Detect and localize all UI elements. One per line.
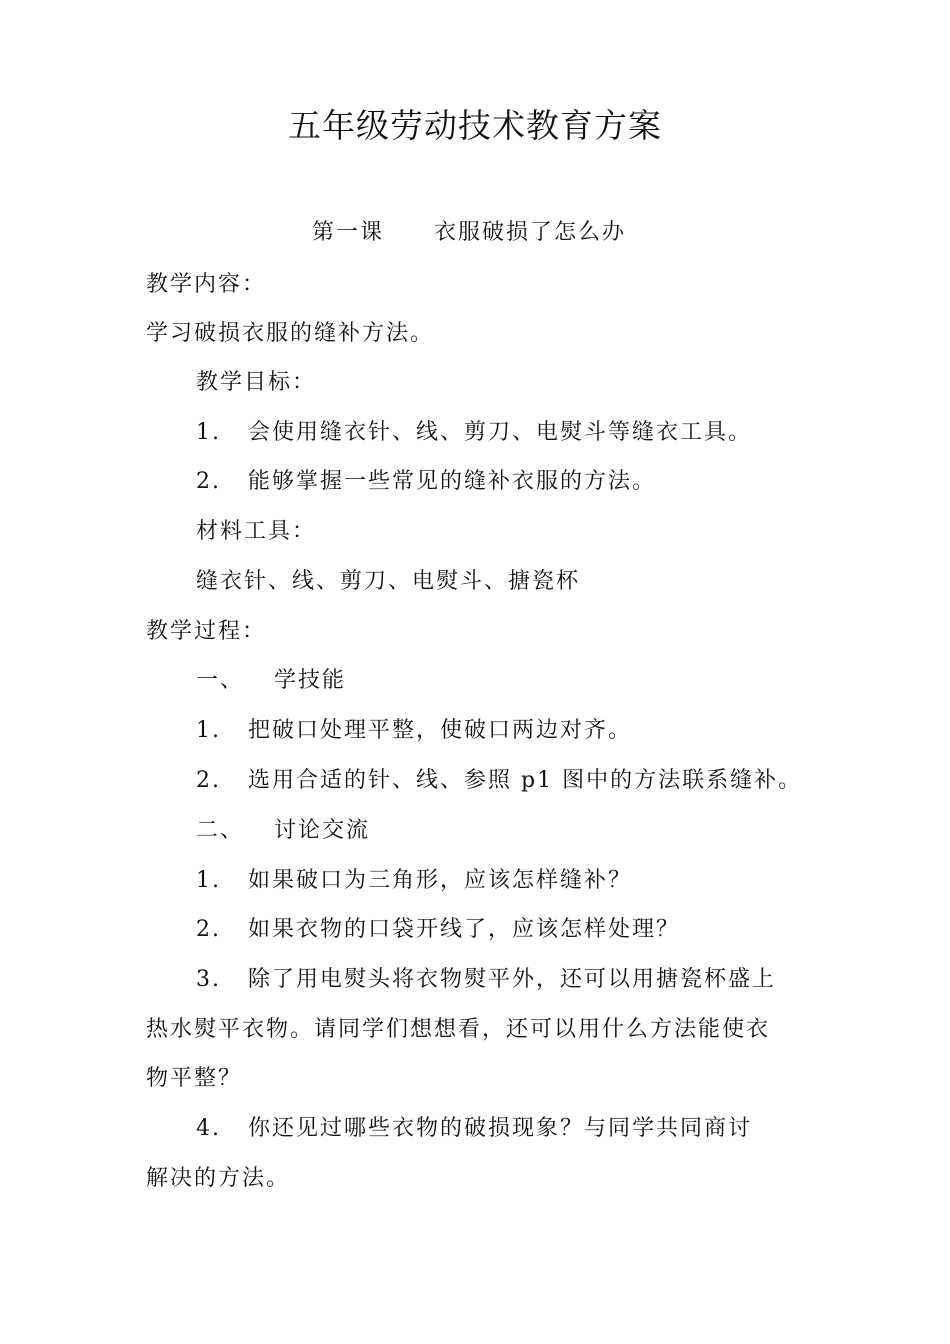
lesson-name: 衣服破损了怎么办 [434, 220, 627, 245]
goal-text: 会使用缝衣针、线、剪刀、电熨斗等缝衣工具。 [248, 420, 753, 445]
materials-heading: 材料工具： [196, 519, 317, 544]
item-number: 2. [196, 768, 221, 793]
goal-number: 2. [196, 469, 221, 494]
item-text: 除了用电熨头将衣物熨平外，还可以用搪瓷杯盛上 [248, 967, 777, 992]
goals-heading: 教学目标： [196, 370, 317, 395]
content-heading: 教学内容： [146, 272, 267, 297]
section-number: 二、 [196, 818, 245, 843]
item-number: 4. [196, 1116, 221, 1141]
discussion-item [196, 866, 632, 896]
discussion-item-continued: 热水熨平衣物。请同学们想想看，还可以用什么方法能使衣 [146, 1017, 771, 1042]
item-text: 如果衣物的口袋开线了，应该怎样处理？ [248, 917, 681, 942]
item-text: 把破口处理平整，使破口两边对齐。 [248, 718, 633, 743]
item-text: 你还见过哪些衣物的破损现象？与同学共同商讨 [248, 1116, 753, 1141]
goal-text: 能够掌握一些常见的缝补衣服的方法。 [248, 469, 657, 494]
item-number: 1. [196, 868, 221, 893]
section-number: 一、 [196, 668, 245, 693]
lesson-heading [312, 218, 626, 248]
materials-text: 缝衣针、线、剪刀、电熨斗、搪瓷杯 [196, 569, 581, 594]
item-number: 2. [196, 917, 221, 942]
goal-item [196, 418, 752, 448]
item-number: 1. [196, 718, 221, 743]
process-item [196, 716, 632, 746]
item-text: 选用合适的针、线、参照 p1 图中的方法联系缝补。 [248, 768, 803, 793]
process-heading: 教学过程： [146, 619, 267, 644]
lesson-number: 第一课 [312, 220, 385, 245]
section-heading [196, 666, 346, 696]
discussion-item [196, 965, 776, 995]
discussion-item-continued: 物平整？ [146, 1066, 243, 1091]
goal-item [196, 467, 656, 497]
discussion-item [196, 915, 680, 945]
section-title: 讨论交流 [274, 818, 371, 843]
document-title: 五年级劳动技术教育方案 [288, 106, 662, 145]
discussion-item [196, 1114, 752, 1144]
item-text: 如果破口为三角形，应该怎样缝补？ [248, 868, 633, 893]
section-title: 学技能 [274, 668, 347, 693]
section-heading [196, 816, 370, 846]
content-text: 学习破损衣服的缝补方法。 [146, 321, 435, 346]
discussion-item-continued: 解决的方法。 [146, 1166, 291, 1191]
goal-number: 1. [196, 420, 221, 445]
item-number: 3. [196, 967, 221, 992]
process-item [196, 766, 802, 796]
